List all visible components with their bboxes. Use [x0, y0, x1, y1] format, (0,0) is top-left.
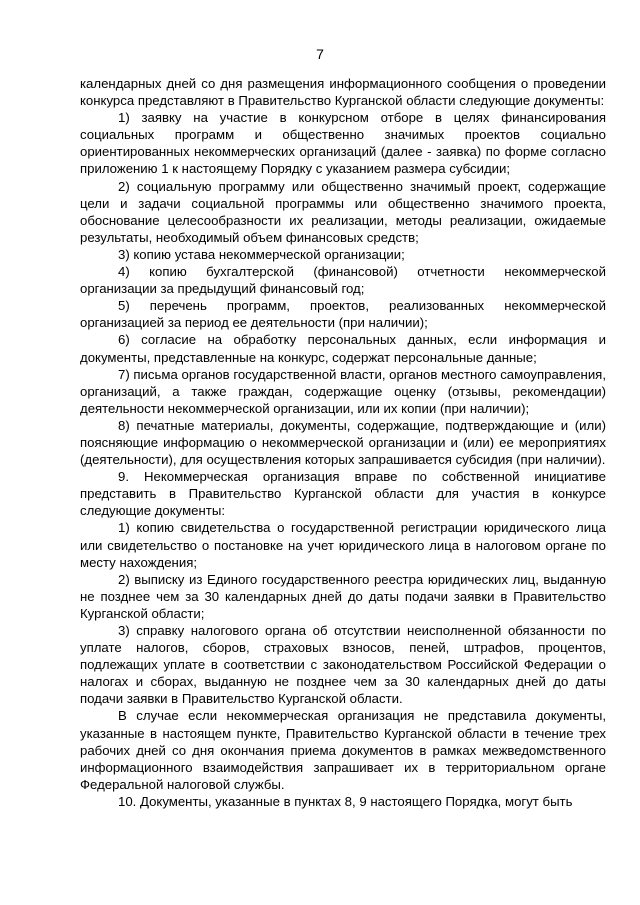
- paragraph: 5) перечень программ, проектов, реализованных некоммерческой организацией за период ее деятельности (при наличии);: [80, 298, 606, 331]
- paragraph: 6) согласие на обработку персональных данных, если информация и документы, представленные на конкурс, содержат персональные данные;: [80, 332, 606, 365]
- page-number: 7: [316, 46, 324, 62]
- paragraph: В случае если некоммерческая организация не представила документы, указанные в настоящем пункте, Правительство Курганской области в течение трех рабочих дней со дня окончания приема документов в рамках межведомственного информационного взаимодействия запрашивает их в территориальном органе Федеральной налоговой службы.: [80, 708, 606, 792]
- paragraph: 1) копию свидетельства о государственной регистрации юридического лица или свидетельство о постановке на учет юридического лица в налоговом органе по месту нахождения;: [80, 520, 606, 570]
- paragraph: календарных дней со дня размещения информационного сообщения о проведении конкурса представляют в Правительство Курганской области следующие документы:: [80, 76, 606, 109]
- paragraph: 1) заявку на участие в конкурсном отборе в целях финансирования социальных программ и общественно значимых проектов социально ориентированных некоммерческих организаций (далее - заявка) по форме согласно приложению 1 к настоящему Порядку с указанием размера субсидии;: [80, 110, 606, 177]
- paragraph: 9. Некоммерческая организация вправе по собственной инициативе представить в Правительство Курганской области для участия в конкурсе следующие документы:: [80, 469, 606, 519]
- body-text: [80, 75, 606, 810]
- paragraph: 7) письма органов государственной власти, органов местного самоуправления, организаций, а также граждан, содержащие оценку (отзывы, рекомендации) деятельности некоммерческой организации, или их копии (при наличии);: [80, 366, 606, 416]
- paragraph: 8) печатные материалы, документы, содержащие, подтверждающие и (или) поясняющие информацию о некоммерческой организации и (или) ее мероприятиях (деятельности), для осуществления которых запрашивается субсидия (при наличии).: [80, 417, 606, 468]
- paragraph: 3) копию устава некоммерческой организации;: [118, 246, 405, 262]
- paragraph: 3) справку налогового органа об отсутствии неисполненной обязанности по уплате налогов, сборов, страховых взносов, пеней, штрафов, процентов, подлежащих уплате в соответствии с законодательством Российской Федерации о налогах и сборах, выданную не позднее чем за 30 календарных дней до даты подачи заявки в Правительство Курганской области.: [80, 623, 606, 707]
- paragraph: 10. Документы, указанные в пунктах 8, 9 настоящего Порядка, могут быть: [118, 793, 573, 809]
- paragraph: 2) выписку из Единого государственного реестра юридических лиц, выданную не позднее чем за 30 календарных дней до даты подачи заявки в Правительство Курганской области;: [80, 571, 606, 621]
- paragraph: 2) социальную программу или общественно значимый проект, содержащие цели и задачи социальной программы или общественно значимого проекта, обоснование целесообразности их реализации, методы реализации, ожидаемые результаты, необходимый объем финансовых средств;: [80, 178, 606, 245]
- paragraph: 4) копию бухгалтерской (финансовой) отчетности некоммерческой организации за предыдущий финансовый год;: [80, 264, 606, 297]
